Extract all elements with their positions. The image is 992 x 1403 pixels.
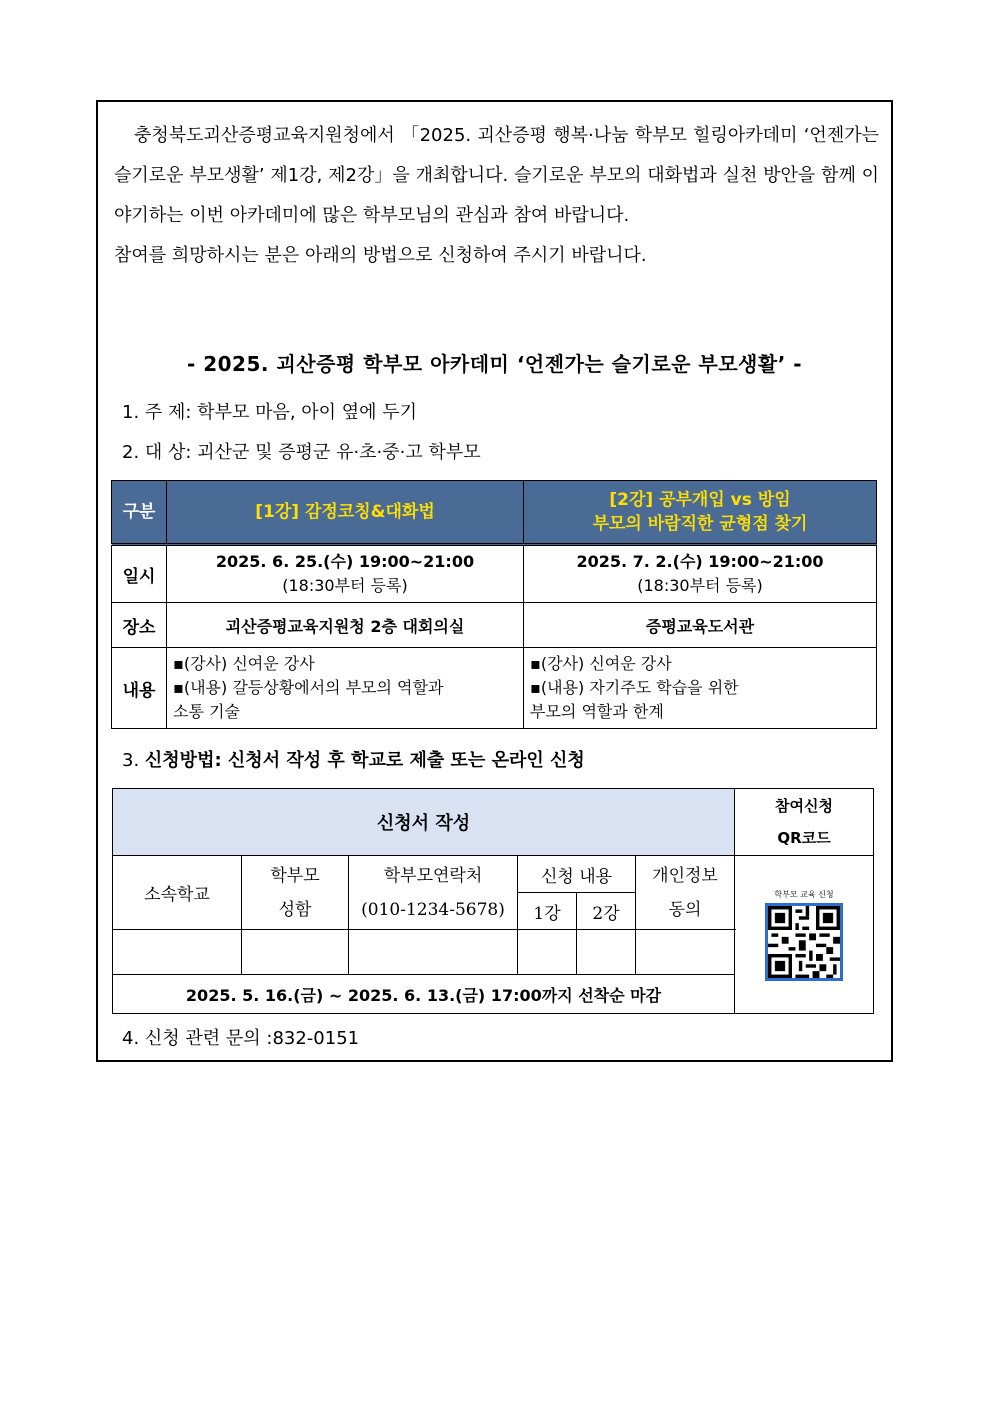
name-input-cell[interactable] xyxy=(242,930,349,975)
qr-header-line1: 참여신청 xyxy=(775,797,833,815)
phone-header-line2: (010-1234-5678) xyxy=(361,899,505,920)
place-label: 장소 xyxy=(112,603,167,648)
name-header-line1: 학부모 xyxy=(270,865,320,886)
school-column-header: 소속학교 xyxy=(113,856,242,930)
application-method-number: 3. xyxy=(122,750,145,771)
lecture2-content-cell xyxy=(524,648,877,729)
qr-header xyxy=(735,789,874,856)
schedule-table xyxy=(111,480,877,729)
phone-header-line1: 학부모연락처 xyxy=(383,865,483,886)
lecture1-content: ▪(내용) 갈등상황에서의 부모의 역할과 xyxy=(173,678,444,697)
intro-text xyxy=(114,116,879,276)
qr-header-line2: QR코드 xyxy=(777,829,831,847)
privacy-column-header xyxy=(636,856,735,930)
lecture2-registration: (18:30부터 등록) xyxy=(637,576,763,595)
lecture2-column-header: 2강 xyxy=(577,893,636,930)
lecture2-content-cont: 부모의 역할과 한계 xyxy=(530,702,664,721)
lecture2-title-line1: [2강] 공부개입 vs 방임 xyxy=(609,490,791,510)
lecture2-title-line2: 부모의 바람직한 균형점 찾기 xyxy=(592,514,808,534)
lecture2-place: 증평교육도서관 xyxy=(524,603,877,648)
qr-code-cell xyxy=(735,856,874,1014)
school-input-cell[interactable] xyxy=(113,930,242,975)
qr-caption: 학부모 교육 신청 xyxy=(774,889,834,899)
content-column-header: 신청 내용 xyxy=(518,856,636,893)
lecture2-date: 2025. 7. 2.(수) 19:00~21:00 xyxy=(576,552,824,571)
col-label-header: 구분 xyxy=(112,481,167,545)
content-label: 내용 xyxy=(112,648,167,729)
document-frame xyxy=(96,100,893,1062)
lecture2-input-cell[interactable] xyxy=(577,930,636,975)
schedule-date-row xyxy=(112,545,877,603)
lecture2-speaker: ▪(강사) 신여운 강사 xyxy=(530,654,672,673)
date-label: 일시 xyxy=(112,545,167,603)
lecture1-registration: (18:30부터 등록) xyxy=(282,576,408,595)
application-form-title: 신청서 작성 xyxy=(113,789,735,856)
lecture2-content: ▪(내용) 자기주도 학습을 위한 xyxy=(530,678,739,697)
lecture1-input-cell[interactable] xyxy=(518,930,577,975)
lecture1-content-cont: 소통 기술 xyxy=(173,702,240,721)
lecture1-place: 괴산증평교육지원청 2층 대회의실 xyxy=(167,603,524,648)
schedule-content-row xyxy=(112,648,877,729)
application-title-row xyxy=(113,789,874,856)
phone-column-header xyxy=(349,856,518,930)
lecture2-title xyxy=(524,481,877,545)
application-method-text: 신청방법: 신청서 작성 후 학교로 제출 또는 온라인 신청 xyxy=(144,750,585,771)
inquiry-item: 4. 신청 관련 문의 :832-0151 xyxy=(122,1028,360,1049)
application-header-row-1 xyxy=(113,856,874,893)
lecture1-speaker: ▪(강사) 신여운 강사 xyxy=(173,654,315,673)
qr-code-image[interactable] xyxy=(765,903,843,981)
privacy-header-line2: 동의 xyxy=(668,899,702,920)
lecture1-column-header: 1강 xyxy=(518,893,577,930)
phone-input-cell[interactable] xyxy=(349,930,518,975)
qr-code-icon xyxy=(768,906,840,978)
intro-paragraph-2: 참여를 희망하시는 분은 아래의 방법으로 신청하여 주시기 바랍니다. xyxy=(114,245,647,266)
name-header-line2: 성함 xyxy=(278,899,312,920)
privacy-input-cell[interactable] xyxy=(636,930,735,975)
lecture2-date-cell xyxy=(524,545,877,603)
privacy-header-line1: 개인정보 xyxy=(652,865,718,886)
lecture1-date-cell xyxy=(167,545,524,603)
lecture1-title: [1강] 감정코칭&대화법 xyxy=(167,481,524,545)
name-column-header xyxy=(242,856,349,930)
topic-item: 1. 주 제: 학부모 마음, 아이 옆에 두기 xyxy=(122,402,418,423)
lecture1-date: 2025. 6. 25.(수) 19:00~21:00 xyxy=(215,552,475,571)
lecture1-content-cell xyxy=(167,648,524,729)
application-form-table xyxy=(112,788,874,1014)
target-item: 2. 대 상: 괴산군 및 증평군 유·초·중·고 학부모 xyxy=(122,442,481,463)
schedule-header-row xyxy=(112,481,877,545)
academy-heading: - 2025. 괴산증평 학부모 아카데미 ‘언젠가는 슬기로운 부모생활’ - xyxy=(186,352,803,376)
application-deadline: 2025. 5. 16.(금) ~ 2025. 6. 13.(금) 17:00까지 선착순 마감 xyxy=(113,975,735,1014)
application-method-item xyxy=(122,746,585,772)
intro-paragraph-1: 충청북도괴산증평교육지원청에서 「2025. 괴산증평 행복·나눔 학부모 힐링아카데미 ‘언젠가는 슬기로운 부모생활’ 제1강, 제2강」을 개최합니다. 슬기로운 부모의 대화법과 실천 방안을 함께 이야기하는 이번 아카데미에 많은 학부모님의 관심과 참여 바랍니다. xyxy=(114,125,879,226)
schedule-place-row xyxy=(112,603,877,648)
